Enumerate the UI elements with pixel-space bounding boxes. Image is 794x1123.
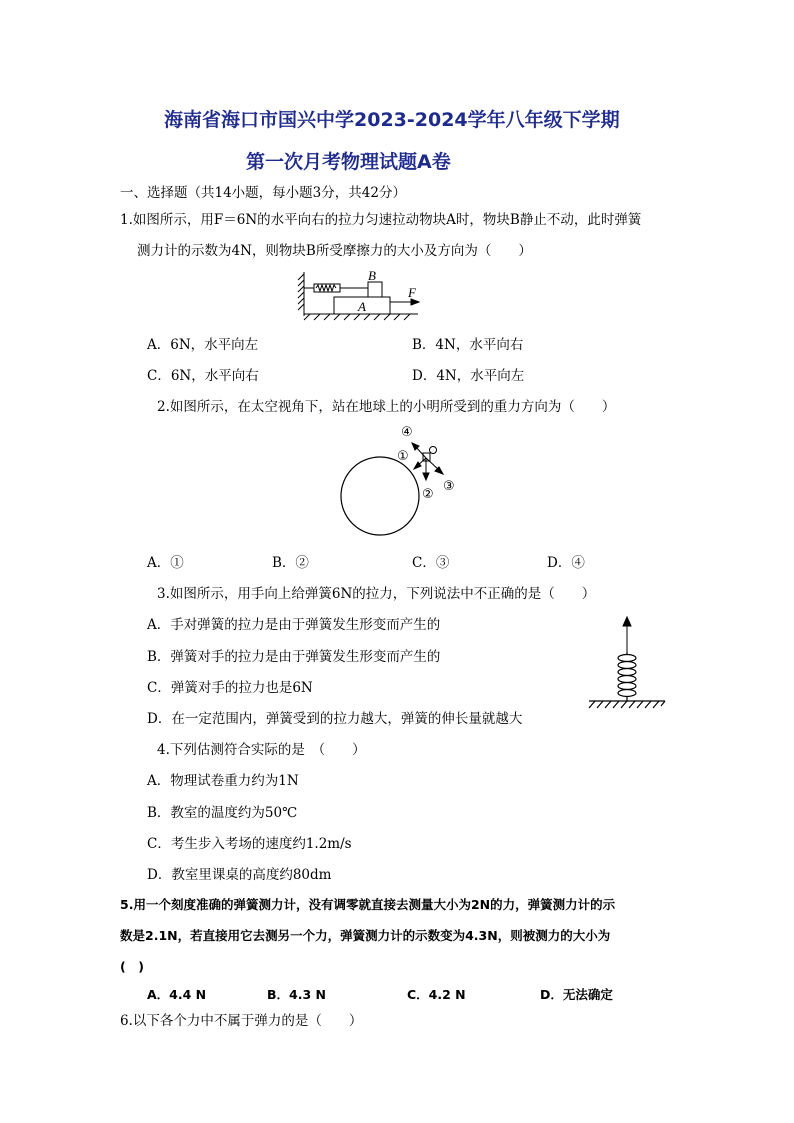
label-f: F xyxy=(408,285,416,300)
q2-option-d[interactable]: D．④ xyxy=(547,555,585,571)
q1-stem-line1: 1.如图所示，用F＝6N的水平向右的拉力匀速拉动物块A时，物块B静止不动，此时弹簧 xyxy=(120,212,642,228)
label-4: ④ xyxy=(401,425,413,440)
up-arrow xyxy=(623,617,631,652)
coil-spring xyxy=(618,652,636,701)
label-a: A xyxy=(358,299,366,314)
q5-option-d[interactable]: D．无法确定 xyxy=(540,987,613,1002)
q2-stem: 2.如图所示，在太空视角下，站在地球上的小明所受到的重力方向为（ ） xyxy=(157,399,616,415)
q2-option-b[interactable]: B．② xyxy=(272,555,309,571)
q1-stem-line2: 测力计的示数为4N，则物块B所受摩擦力的大小及方向为（ ） xyxy=(137,243,532,259)
label-2: ② xyxy=(422,487,434,502)
q3-option-a[interactable]: A．手对弹簧的拉力是由于弹簧发生形变而产生的 xyxy=(147,617,441,633)
q1-option-d[interactable]: D．4N，水平向左 xyxy=(412,368,525,384)
q1-option-a[interactable]: A．6N，水平向左 xyxy=(147,337,259,353)
block-b xyxy=(368,282,382,297)
q3-spring-figure xyxy=(585,614,670,714)
earth-circle xyxy=(341,457,419,535)
wall xyxy=(298,272,304,316)
q3-stem: 3.如图所示，用手向上给弹簧6N的拉力，下列说法中不正确的是（ ） xyxy=(157,586,596,602)
q5-option-b[interactable]: B．4.3 N xyxy=(267,987,326,1002)
q5-option-a[interactable]: A．4.4 N xyxy=(147,987,207,1002)
q4-option-c[interactable]: C．考生步入考场的速度约1.2m/s xyxy=(147,836,352,852)
q3-option-d[interactable]: D．在一定范围内，弹簧受到的拉力越大，弹簧的伸长量就越大 xyxy=(147,711,523,727)
q4-option-d[interactable]: D．教室里课桌的高度约80dm xyxy=(147,867,332,883)
q3-option-b[interactable]: B．弹簧对手的拉力是由于弹簧发生形变而产生的 xyxy=(147,649,441,665)
q3-option-c[interactable]: C．弹簧对手的拉力也是6N xyxy=(147,680,313,696)
exam-title-line1: 海南省海口市国兴中学2023-2024学年八年级下学期 xyxy=(164,109,620,131)
q1-option-c[interactable]: C．6N，水平向右 xyxy=(147,368,259,384)
q1-figure xyxy=(290,266,430,322)
floor xyxy=(304,314,418,320)
q2-figure xyxy=(335,422,465,542)
q2-option-a[interactable]: A．① xyxy=(147,555,184,571)
q5-stem-line1: 5.用一个刻度准确的弹簧测力计，没有调零就直接去测量大小为2N的力，弹簧测力计的示 xyxy=(120,897,616,912)
q4-stem: 4.下列估测符合实际的是 （ ） xyxy=(157,742,366,758)
label-1: ① xyxy=(397,449,409,464)
section-heading: 一、选择题（共14小题，每小题3分，共42分） xyxy=(120,185,406,201)
ground xyxy=(589,701,665,708)
q4-option-a[interactable]: A．物理试卷重力约为1N xyxy=(147,773,299,789)
q2-option-c[interactable]: C．③ xyxy=(412,555,450,571)
label-b: B xyxy=(368,268,376,283)
q5-stem-line2: 数是2.1N，若直接用它去测另一个力，弹簧测力计的示数变为4.3N，则被测力的大小为 xyxy=(120,928,611,943)
spring-scale xyxy=(304,284,368,292)
q5-option-c[interactable]: C．4.2 N xyxy=(407,987,466,1002)
label-3: ③ xyxy=(443,479,455,494)
q1-option-b[interactable]: B．4N，水平向右 xyxy=(412,337,524,353)
exam-title-line2: 第一次月考物理试题A卷 xyxy=(246,151,451,173)
q4-option-b[interactable]: B．教室的温度约为50℃ xyxy=(147,805,298,821)
q5-stem-line3: ( ) xyxy=(120,959,144,974)
q6-stem: 6.以下各个力中不属于弹力的是（ ） xyxy=(120,1013,363,1029)
